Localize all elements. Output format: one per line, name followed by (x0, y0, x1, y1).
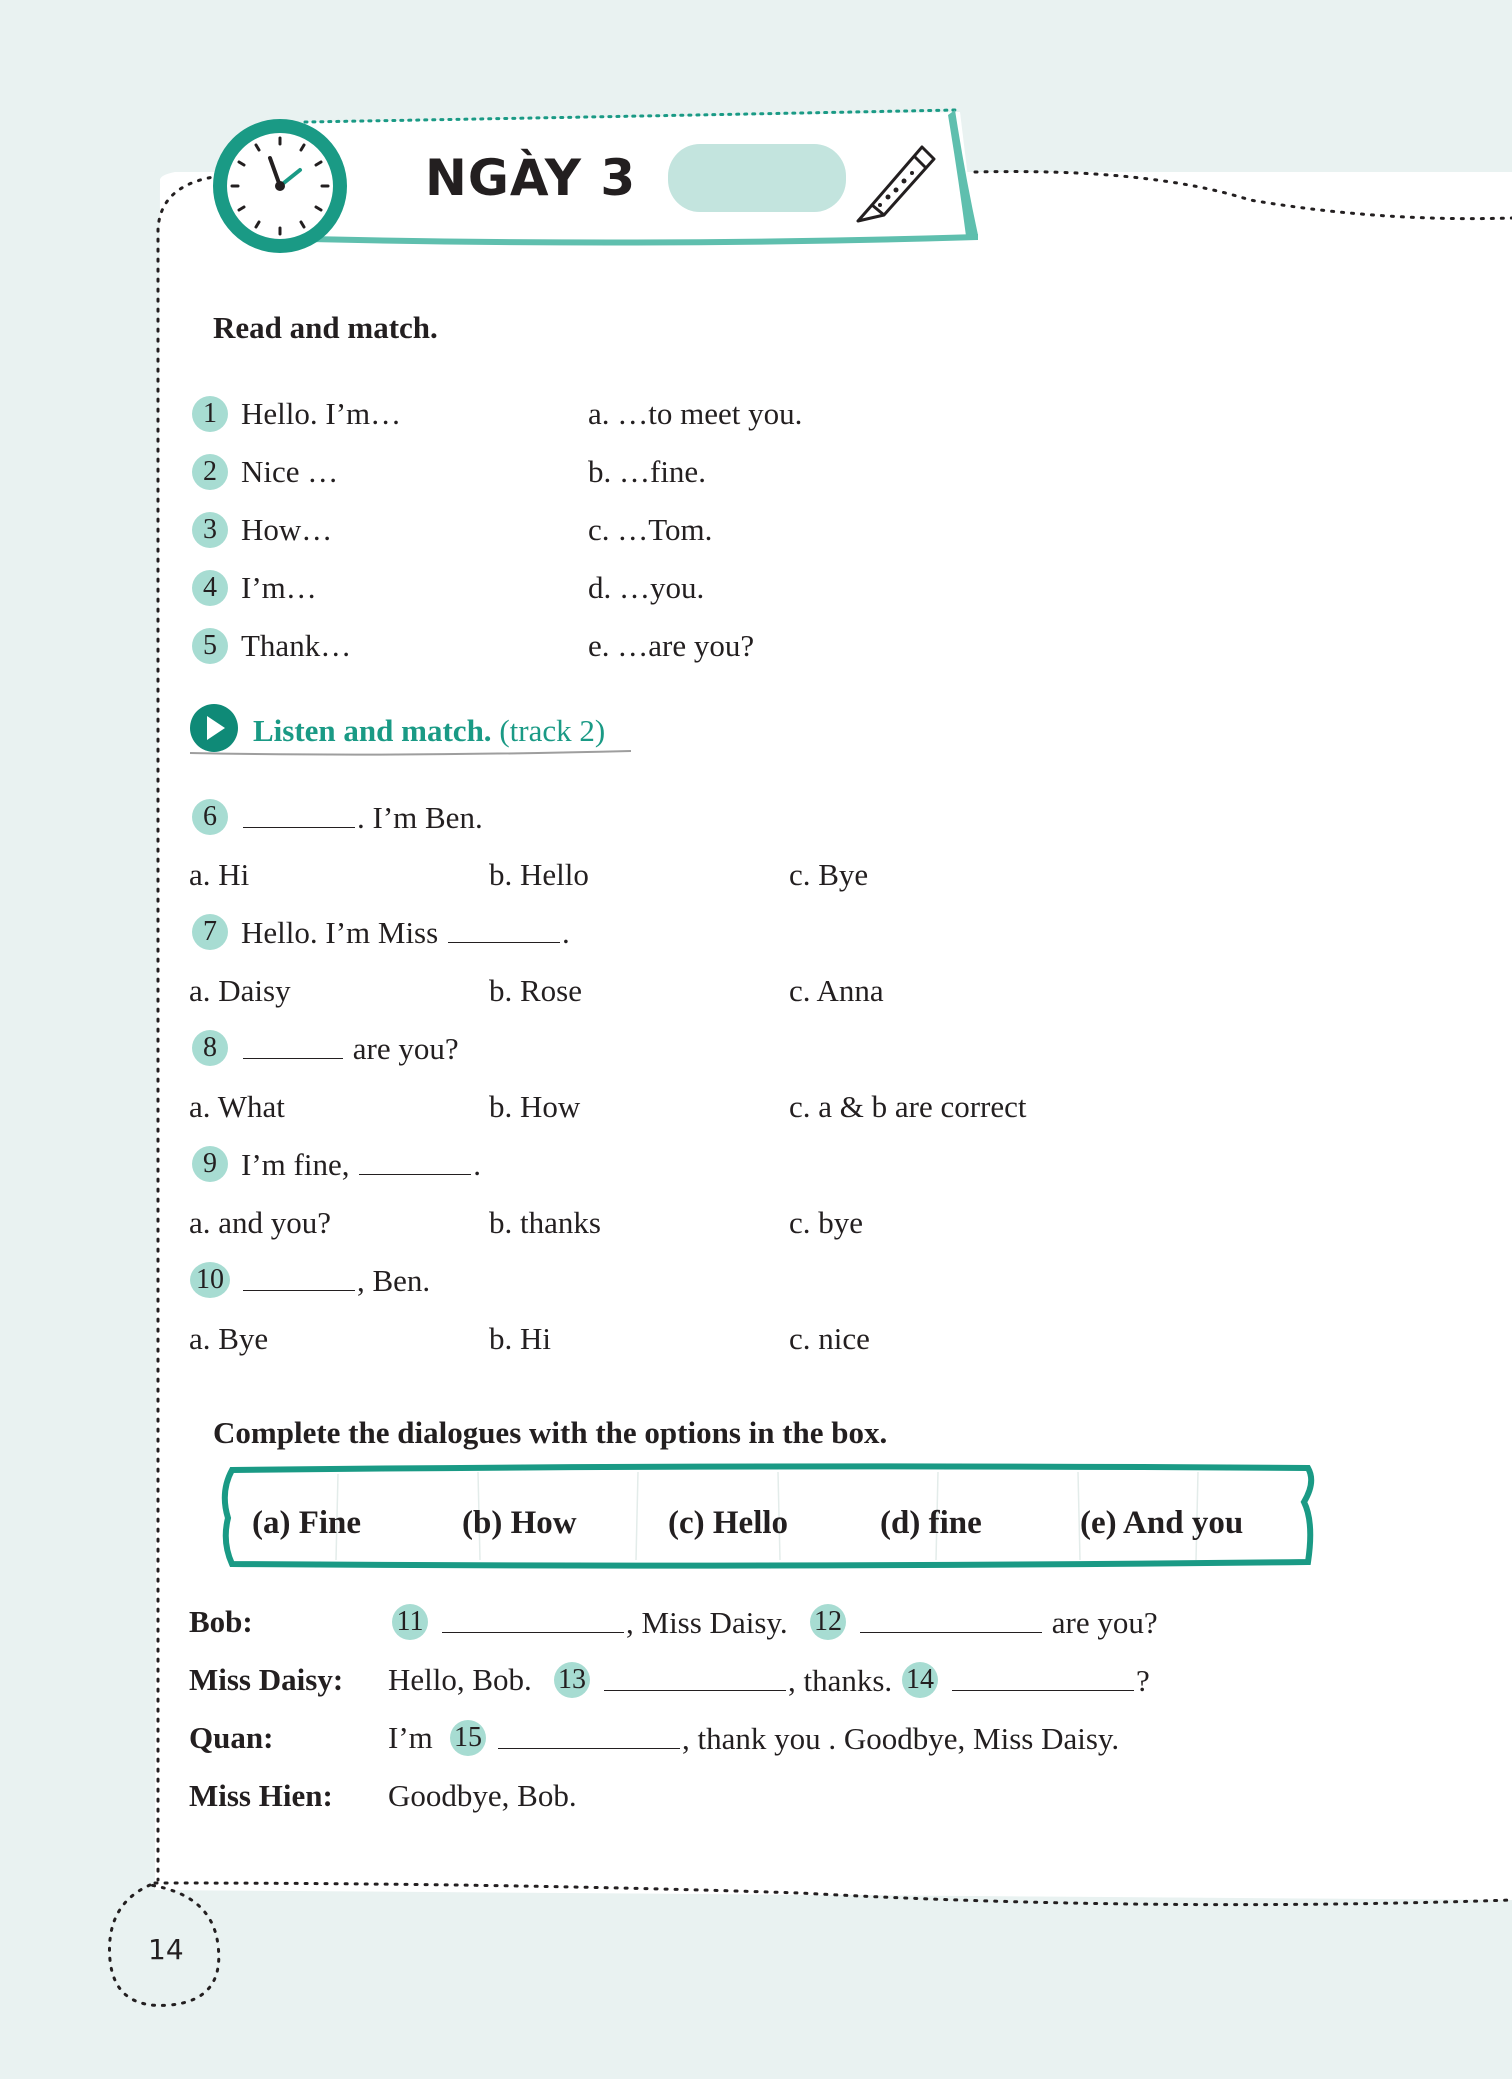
clock-icon (212, 118, 348, 254)
section-heading-complete-dialogues: Complete the dialogues with the options in the box. (213, 1415, 888, 1450)
word-option: (e) And you (1080, 1505, 1244, 1541)
question-suffix: . (561, 915, 570, 950)
word-option: (a) Fine (252, 1505, 362, 1541)
answer-blank[interactable] (448, 912, 560, 943)
option-b: b. Hello (489, 857, 589, 892)
question-prefix: I’m fine, (241, 1147, 350, 1182)
answer-blank[interactable] (952, 1660, 1134, 1691)
page-number: 14 (148, 1933, 184, 1966)
question-suffix: , Ben. (357, 1263, 431, 1298)
option-a: a. Bye (189, 1321, 269, 1356)
option-a: a. Hi (189, 857, 250, 892)
question-suffix: . I’m Ben. (357, 800, 483, 835)
match-left: How… (241, 512, 333, 547)
dialogue-text: Hello, Bob. (388, 1662, 532, 1697)
match-right: b. …fine. (588, 454, 706, 489)
answer-blank[interactable] (442, 1602, 624, 1633)
speaker-label: Quan: (189, 1720, 274, 1755)
item-number: 4 (192, 570, 228, 606)
blank-number: 12 (810, 1604, 846, 1640)
dialogue-line (950, 1660, 1150, 1701)
match-left: Nice … (241, 454, 339, 489)
play-audio-icon[interactable] (188, 702, 240, 754)
question-text (241, 1028, 459, 1069)
answer-blank[interactable] (359, 1144, 471, 1175)
pencil-icon (850, 135, 940, 225)
option-b: b. How (489, 1089, 581, 1124)
dialogue-text: , Miss Daisy. (626, 1605, 788, 1640)
speaker-label: Bob: (189, 1604, 253, 1639)
option-b: b. Hi (489, 1321, 551, 1356)
dialogue-line (858, 1602, 1158, 1643)
option-c: c. nice (789, 1321, 870, 1356)
option-c: c. Anna (789, 973, 884, 1008)
option-a: a. Daisy (189, 973, 291, 1008)
word-option: (b) How (462, 1505, 577, 1541)
option-a: a. and you? (189, 1205, 332, 1240)
match-right: a. …to meet you. (588, 396, 803, 431)
section-heading-read-match: Read and match. (213, 310, 438, 345)
question-prefix: Hello. I’m Miss (241, 915, 439, 950)
option-b: b. thanks (489, 1205, 601, 1240)
item-number: 3 (192, 512, 228, 548)
speaker-label: Miss Daisy: (189, 1662, 344, 1697)
answer-blank[interactable] (243, 1028, 343, 1059)
word-option: (c) Hello (668, 1505, 789, 1541)
question-suffix: . (473, 1147, 481, 1182)
item-number: 2 (192, 454, 228, 490)
answer-blank[interactable] (243, 797, 355, 828)
dialogue-text: are you? (1051, 1605, 1158, 1640)
dialogue-line (496, 1718, 1119, 1759)
answer-blank[interactable] (498, 1718, 680, 1749)
match-left: Hello. I’m… (241, 396, 402, 431)
match-left: Thank… (241, 628, 352, 663)
dialogue-text: Goodbye, Bob. (388, 1778, 577, 1813)
question-number: 10 (190, 1262, 230, 1298)
match-right: c. …Tom. (588, 512, 713, 547)
question-number: 7 (192, 914, 228, 950)
question-text (241, 912, 570, 953)
answer-blank[interactable] (243, 1260, 355, 1291)
answer-blank[interactable] (860, 1602, 1042, 1633)
page-title: NGÀY 3 (425, 149, 637, 207)
question-text (241, 1144, 481, 1185)
word-option: (d) fine (880, 1505, 982, 1541)
option-a: a. What (189, 1089, 285, 1124)
listen-heading-text: Listen and match. (253, 713, 492, 748)
question-number: 8 (192, 1030, 228, 1066)
question-number: 6 (192, 799, 228, 835)
question-text (241, 1260, 430, 1301)
blank-number: 14 (902, 1662, 938, 1698)
question-suffix: are you? (352, 1031, 459, 1066)
blank-number: 13 (554, 1662, 590, 1698)
heading-underline (188, 748, 633, 758)
dialogue-text: , thank you . Goodbye, Miss Daisy. (682, 1721, 1120, 1756)
item-number: 1 (192, 396, 228, 432)
dialogue-text: , thanks. (788, 1663, 893, 1698)
match-right: e. …are you? (588, 628, 755, 663)
option-c: c. bye (789, 1205, 864, 1240)
dialogue-line (440, 1602, 788, 1643)
item-number: 5 (192, 628, 228, 664)
blank-number: 15 (450, 1720, 486, 1756)
dialogue-text: ? (1136, 1663, 1150, 1698)
track-label: (track 2) (499, 713, 606, 748)
match-right: d. …you. (588, 570, 705, 605)
dialogue-line (602, 1660, 892, 1701)
option-c: c. a & b are correct (789, 1089, 1027, 1124)
section-heading-listen-match (253, 711, 605, 751)
option-c: c. Bye (789, 857, 869, 892)
option-b: b. Rose (489, 973, 582, 1008)
question-number: 9 (192, 1146, 228, 1182)
answer-blank[interactable] (604, 1660, 786, 1691)
blank-number: 11 (392, 1604, 428, 1640)
dialogue-text: I’m (388, 1720, 433, 1755)
match-left: I’m… (241, 570, 317, 605)
speaker-label: Miss Hien: (189, 1778, 333, 1813)
question-text (241, 797, 483, 838)
